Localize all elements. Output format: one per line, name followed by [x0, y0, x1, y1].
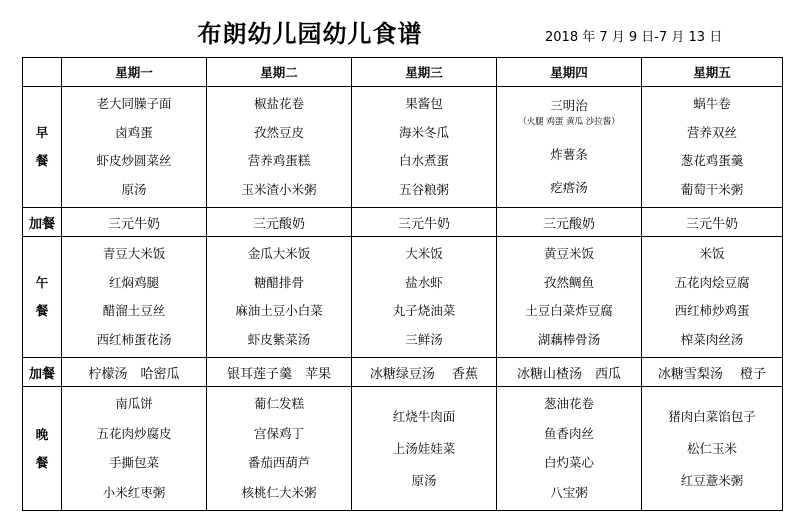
- day-header: 星期四: [497, 58, 642, 87]
- lunch-row: [23, 237, 783, 358]
- menu-cell: 猪肉白菜馅包子 松仁玉米 红豆薏米粥: [642, 387, 783, 511]
- menu-cell: 冰糖雪梨汤 橙子: [642, 358, 783, 387]
- menu-cell: 三元牛奶: [62, 208, 207, 237]
- meal-label-breakfast: 早 餐: [23, 87, 62, 208]
- menu-cell: 南瓜饼 五花肉炒腐皮 手撕包菜 小米红枣粥: [62, 387, 207, 511]
- menu-cell: 大米饭 盐水虾 丸子烧油菜 三鲜汤: [352, 237, 497, 358]
- header-row: [23, 58, 783, 87]
- menu-cell: 米饭 五花肉烩豆腐 西红柿炒鸡蛋 榨菜肉丝汤: [642, 237, 783, 358]
- menu-cell: 黄豆米饭 孜然鲷鱼 土豆白菜炸豆腐 湖藕棒骨汤: [497, 237, 642, 358]
- menu-cell: 银耳莲子羹 苹果: [207, 358, 352, 387]
- menu-cell: 三元牛奶: [642, 208, 783, 237]
- meal-label-dinner: 晚 餐: [23, 387, 62, 511]
- date-range: 2018 年 7 月 9 日-7 月 13 日: [545, 30, 723, 45]
- menu-cell: 果酱包 海米冬瓜 白水煮蛋 五谷粮粥: [352, 87, 497, 208]
- menu-cell: 青豆大米饭 红焖鸡腿 醋溜土豆丝 西红柿蛋花汤: [62, 237, 207, 358]
- meal-label-snack: 加餐: [23, 208, 62, 237]
- menu-cell: 蜗牛卷 营养双丝 葱花鸡蛋羹 葡萄干米粥: [642, 87, 783, 208]
- menu-cell: 三元牛奶: [352, 208, 497, 237]
- page-title: 布朗幼儿园幼儿食谱: [197, 20, 423, 48]
- meal-label-lunch: 午 餐: [23, 237, 62, 358]
- dinner-row: [23, 387, 783, 511]
- menu-table: [22, 57, 783, 511]
- day-header: 星期三: [352, 58, 497, 87]
- meal-label-snack: 加餐: [23, 358, 62, 387]
- menu-cell: 冰糖绿豆汤 香蕉: [352, 358, 497, 387]
- menu-cell: 金瓜大米饭 糖醋排骨 麻油土豆小白菜 虾皮紫菜汤: [207, 237, 352, 358]
- menu-cell: 三明治 （火腿 鸡蛋 黄瓜 沙拉酱） 炸薯条 疙瘩汤: [497, 87, 642, 208]
- menu-cell: 三元酸奶: [207, 208, 352, 237]
- ingredient-note: （火腿 鸡蛋 黄瓜 沙拉酱）: [518, 117, 620, 127]
- snack-row-2: [23, 358, 783, 387]
- menu-cell: 椒盐花卷 孜然豆皮 营养鸡蛋糕 玉米渣小米粥: [207, 87, 352, 208]
- corner-cell: [23, 58, 62, 87]
- menu-cell: 葱油花卷 鱼香肉丝 白灼菜心 八宝粥: [497, 387, 642, 511]
- snack-row-1: [23, 208, 783, 237]
- menu-cell: 老大同臊子面 卤鸡蛋 虾皮炒圆菜丝 原汤: [62, 87, 207, 208]
- menu-cell: 三元酸奶: [497, 208, 642, 237]
- menu-cell: 红烧牛肉面 上汤娃娃菜 原汤: [352, 387, 497, 511]
- day-header: 星期五: [642, 58, 783, 87]
- menu-cell: 葡仁发糕 宫保鸡丁 番茄西葫芦 核桃仁大米粥: [207, 387, 352, 511]
- breakfast-row: [23, 87, 783, 208]
- day-header: 星期二: [207, 58, 352, 87]
- menu-cell: 柠檬汤 哈密瓜: [62, 358, 207, 387]
- day-header: 星期一: [62, 58, 207, 87]
- menu-cell: 冰糖山楂汤 西瓜: [497, 358, 642, 387]
